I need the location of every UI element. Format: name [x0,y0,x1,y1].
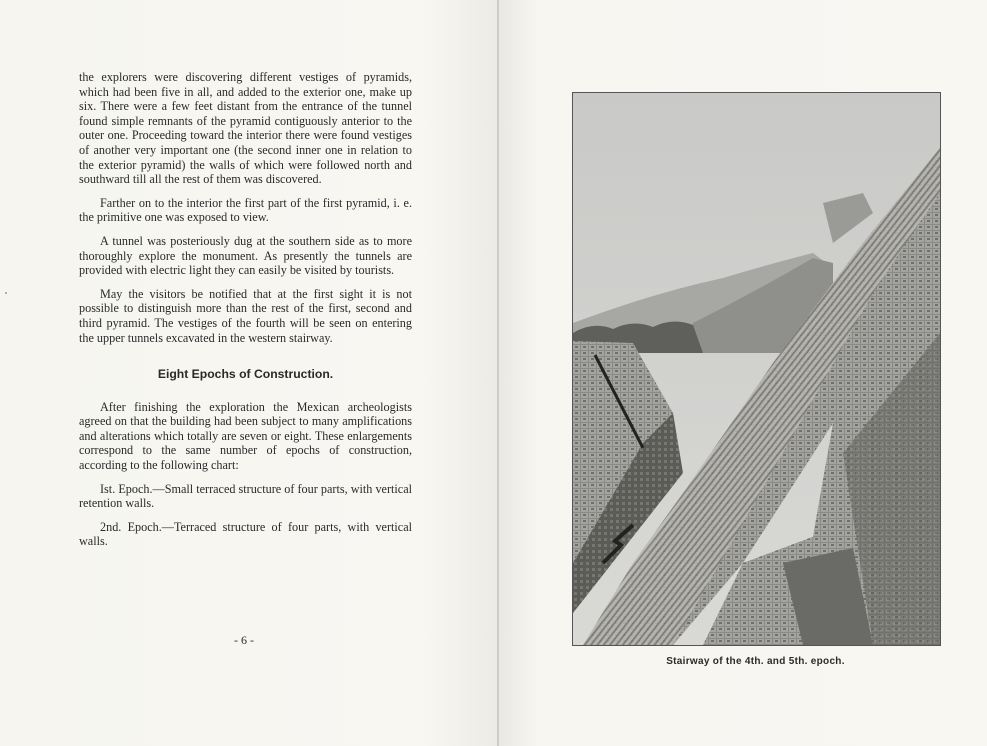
page-number: - 6 - [234,633,254,647]
pyramid-stairway-photo [572,92,941,646]
paragraph: 2nd. Epoch.—Terraced structure of four parts, with vertical walls. [79,519,412,549]
paragraph: A tunnel was posteriously dug at the southern side as to more thoroughly explore the monument. As presently the tunnels are provided with electric light they can easily be visited by tourists. [79,233,412,278]
paragraph: After finishing the exploration the Mexican archeologists agreed on that the building had been subject to many amplifications and alterations which totally are seven or eight. These enlargements correspond to the same number of epochs of construction, according to the following chart: [79,399,412,473]
paper-speck [5,292,7,294]
body-text [79,70,412,558]
paragraph: Farther on to the interior the first part of the first pyramid, i. e. the primitive one was exposed to view. [79,195,412,225]
paragraph: Ist. Epoch.—Small terraced structure of four parts, with vertical retention walls. [79,481,412,511]
photo-caption: Stairway of the 4th. and 5th. epoch. [666,656,845,667]
section-heading: Eight Epochs of Construction. [157,367,334,382]
paragraph: the explorers were discovering different vestiges of pyramids, which had been five in all, and added to the exterior one, make up six. There were a few feet distant from the entrance of the tunnel found simple remnants of the pyramid contiguously anterior to the outer one. Proceeding toward the interior there were found vestiges of another very important one (the second inner one in relation to the exterior pyramid) the walls of which were followed north and southward till all the rest of them was discovered. [79,70,412,187]
paragraph: May the visitors be notified that at the first sight it is not possible to distinguish more than the rest of the first, second and third pyramid. The vestiges of the fourth will be seen on entering the upper tunnels excavated in the western stairway. [79,286,412,345]
